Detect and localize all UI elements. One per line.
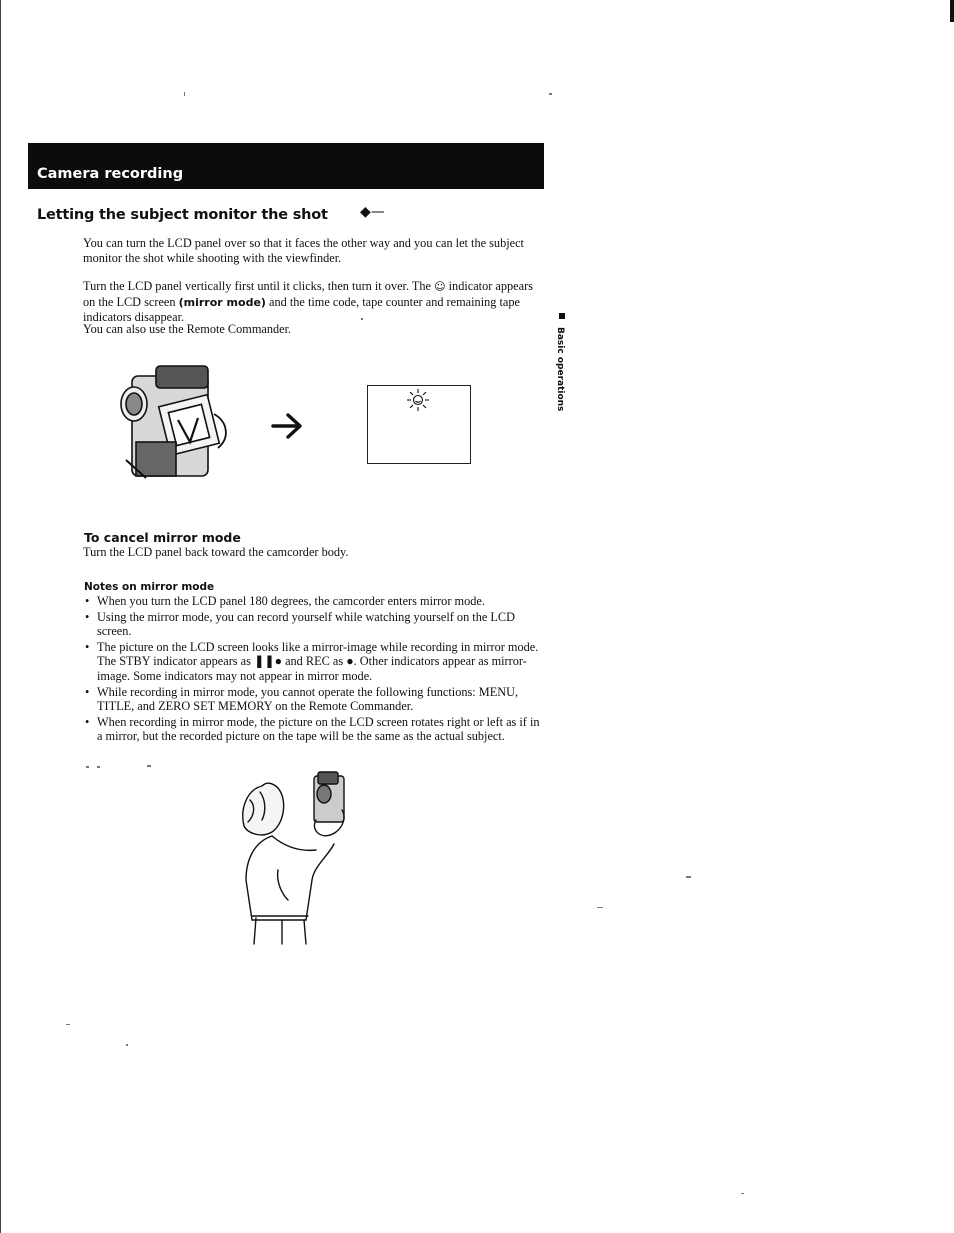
cancel-mirror-body: Turn the LCD panel back toward the camcorder body. — [83, 545, 349, 559]
page-edge — [0, 0, 1, 1233]
side-tab — [556, 313, 570, 413]
page-corner-mark — [950, 0, 954, 22]
note-item: • The picture on the LCD screen looks like a mirror-image while recording in mirror mode. The STBY indicator appears as ❚❚● and REC as ●. Other indicators appear as mirror-image. Some indicators may not appear in mirror mode. — [83, 640, 548, 684]
p2-text-a: Turn the LCD panel vertically first until it clicks, then turn it over. The — [83, 279, 435, 293]
section-title: Camera recording — [37, 166, 184, 182]
intro-paragraph-3: You can also use the Remote Commander. — [83, 322, 292, 336]
note-item: • When you turn the LCD panel 180 degrees, the camcorder enters mirror mode. — [83, 594, 548, 609]
person-holding-camcorder-icon — [232, 770, 360, 946]
lcd-screen-diagram — [367, 385, 471, 464]
mirror-mode-term: (mirror mode) — [178, 295, 266, 309]
intro-paragraph-1: You can turn the LCD panel over so that it faces the other way and you can let the subject monitor the shot while shooting with the viewfinder. — [83, 236, 524, 265]
note-item: • While recording in mirror mode, you cannot operate the following functions: MENU, TITLE, and ZERO SET MEMORY on the Remote Commander. — [83, 685, 548, 714]
notes-heading: Notes on mirror mode — [84, 581, 215, 593]
cancel-mirror-heading: To cancel mirror mode — [84, 530, 241, 545]
note-item: • Using the mirror mode, you can record yourself while watching yourself on the LCD screen. — [83, 610, 548, 639]
mirror-indicator-icon: ☺ — [434, 280, 446, 293]
section-header-bar — [28, 143, 544, 189]
notes-list — [83, 594, 548, 745]
p2-text-c: and the time code, tape counter and remaining tape indicators disappear. — [83, 294, 520, 325]
camcorder-lcd-rotate-icon — [118, 360, 240, 486]
side-tab-label: Basic operations — [555, 327, 565, 412]
right-arrow-icon — [270, 410, 304, 440]
mirror-mode-indicator-icon — [402, 387, 434, 413]
intro-paragraph-2 — [83, 279, 533, 325]
heading-pointer-icon: ◆— — [360, 204, 385, 220]
note-item: • When recording in mirror mode, the picture on the LCD screen rotates right or left as if in a mirror, but the recorded picture on the tape will be the same as the actual subject. — [83, 715, 548, 744]
page-heading: Letting the subject monitor the shot — [37, 207, 328, 223]
side-tab-marker — [559, 313, 565, 319]
p2-text-b: indicator appears on the LCD screen — [83, 279, 533, 309]
